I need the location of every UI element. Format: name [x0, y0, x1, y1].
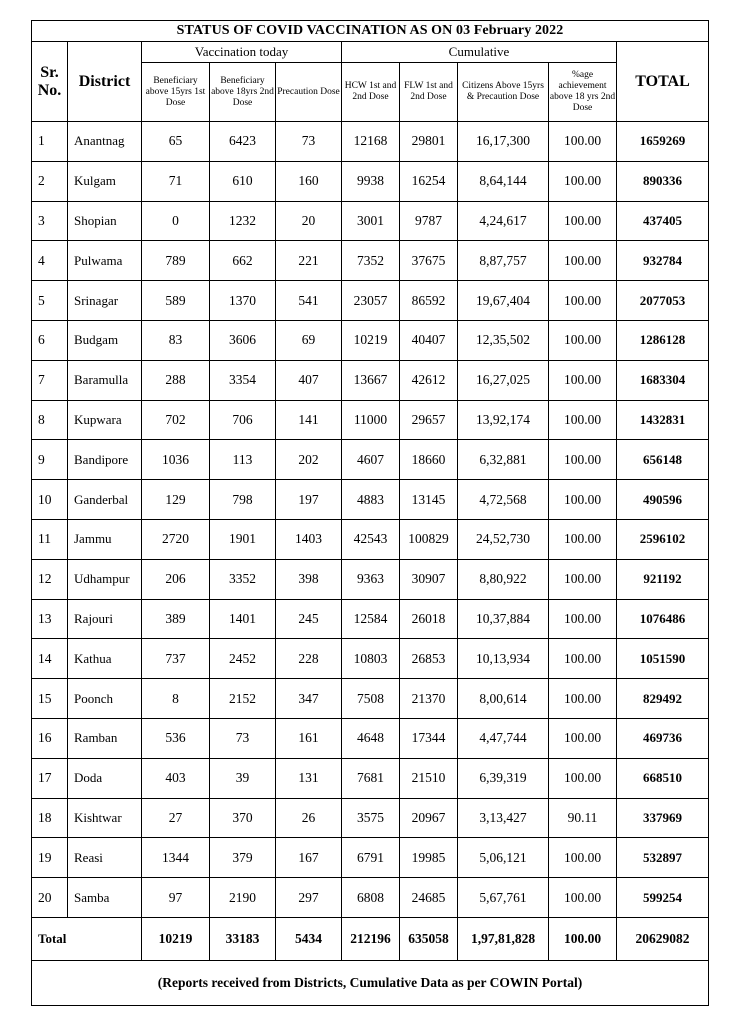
hcw-cell: 11000 [342, 400, 400, 440]
district-cell: Kulgam [68, 161, 142, 201]
sr-cell: 9 [32, 440, 68, 480]
table-row [32, 201, 709, 241]
totals-ben15: 10219 [142, 917, 210, 960]
citizens-cell: 4,24,617 [458, 201, 549, 241]
table-row [32, 559, 709, 599]
ben15-cell: 0 [142, 201, 210, 241]
ben18-cell: 2190 [210, 878, 276, 918]
vaccination-report [31, 20, 708, 1006]
totals-precaution: 5434 [276, 917, 342, 960]
precaution-cell: 167 [276, 838, 342, 878]
ben15-cell: 288 [142, 360, 210, 400]
citizens-cell: 8,87,757 [458, 241, 549, 281]
district-cell: Budgam [68, 320, 142, 360]
hcw-cell: 42543 [342, 519, 400, 559]
flw-cell: 17344 [400, 718, 458, 758]
citizens-cell: 10,37,884 [458, 599, 549, 639]
precaution-cell: 1403 [276, 519, 342, 559]
sr-cell: 4 [32, 241, 68, 281]
sr-cell: 19 [32, 838, 68, 878]
sr-cell: 7 [32, 360, 68, 400]
district-cell: Udhampur [68, 559, 142, 599]
beneficiary-18-header: Beneficiary above 18yrs 2nd Dose [210, 63, 276, 122]
district-cell: Ganderbal [68, 480, 142, 520]
totals-row [32, 917, 709, 960]
flw-cell: 29801 [400, 122, 458, 162]
totals-label: Total [32, 917, 142, 960]
hcw-cell: 4883 [342, 480, 400, 520]
citizens-cell: 8,00,614 [458, 679, 549, 719]
ben18-cell: 370 [210, 798, 276, 838]
total-cell: 469736 [617, 718, 709, 758]
pct-achievement-header: %age achievement above 18 yrs 2nd Dose [549, 63, 617, 122]
flw-cell: 16254 [400, 161, 458, 201]
citizens-cell: 19,67,404 [458, 281, 549, 321]
precaution-cell: 141 [276, 400, 342, 440]
district-cell: Rajouri [68, 599, 142, 639]
flw-cell: 19985 [400, 838, 458, 878]
citizens-cell: 24,52,730 [458, 519, 549, 559]
district-cell: Bandipore [68, 440, 142, 480]
total-cell: 1286128 [617, 320, 709, 360]
pct-cell: 100.00 [549, 122, 617, 162]
district-cell: Jammu [68, 519, 142, 559]
ben18-cell: 39 [210, 758, 276, 798]
sr-cell: 18 [32, 798, 68, 838]
precaution-cell: 245 [276, 599, 342, 639]
sr-cell: 10 [32, 480, 68, 520]
citizens-cell: 13,92,174 [458, 400, 549, 440]
pct-cell: 100.00 [549, 360, 617, 400]
pct-cell: 100.00 [549, 679, 617, 719]
hcw-cell: 7681 [342, 758, 400, 798]
total-cell: 2596102 [617, 519, 709, 559]
hcw-cell: 6791 [342, 838, 400, 878]
citizens-cell: 6,32,881 [458, 440, 549, 480]
totals-ben18: 33183 [210, 917, 276, 960]
district-cell: Kathua [68, 639, 142, 679]
flw-cell: 37675 [400, 241, 458, 281]
sr-cell: 3 [32, 201, 68, 241]
flw-header: FLW 1st and 2nd Dose [400, 63, 458, 122]
pct-cell: 100.00 [549, 201, 617, 241]
district-cell: Samba [68, 878, 142, 918]
totals-pct: 100.00 [549, 917, 617, 960]
ben15-cell: 97 [142, 878, 210, 918]
table-row [32, 878, 709, 918]
ben15-cell: 1344 [142, 838, 210, 878]
ben18-cell: 3354 [210, 360, 276, 400]
hcw-cell: 10803 [342, 639, 400, 679]
precaution-header: Precaution Dose [276, 63, 342, 122]
total-cell: 599254 [617, 878, 709, 918]
flw-cell: 40407 [400, 320, 458, 360]
table-row [32, 639, 709, 679]
hcw-cell: 12168 [342, 122, 400, 162]
precaution-cell: 26 [276, 798, 342, 838]
totals-citizens: 1,97,81,828 [458, 917, 549, 960]
total-header: TOTAL [617, 42, 709, 122]
table-row [32, 320, 709, 360]
pct-cell: 100.00 [549, 559, 617, 599]
precaution-cell: 221 [276, 241, 342, 281]
flw-cell: 30907 [400, 559, 458, 599]
hcw-cell: 13667 [342, 360, 400, 400]
flw-cell: 24685 [400, 878, 458, 918]
pct-cell: 90.11 [549, 798, 617, 838]
district-cell: Baramulla [68, 360, 142, 400]
table-row [32, 440, 709, 480]
precaution-cell: 407 [276, 360, 342, 400]
hcw-cell: 12584 [342, 599, 400, 639]
flw-cell: 9787 [400, 201, 458, 241]
pct-cell: 100.00 [549, 838, 617, 878]
precaution-cell: 197 [276, 480, 342, 520]
total-cell: 1051590 [617, 639, 709, 679]
flw-cell: 26853 [400, 639, 458, 679]
ben15-cell: 8 [142, 679, 210, 719]
total-cell: 437405 [617, 201, 709, 241]
precaution-cell: 347 [276, 679, 342, 719]
ben18-cell: 3352 [210, 559, 276, 599]
hcw-header: HCW 1st and 2nd Dose [342, 63, 400, 122]
precaution-cell: 202 [276, 440, 342, 480]
pct-cell: 100.00 [549, 281, 617, 321]
cumulative-header: Cumulative [342, 42, 617, 63]
report-title: STATUS OF COVID VACCINATION AS ON 03 February 2022 [32, 21, 709, 42]
ben18-cell: 662 [210, 241, 276, 281]
precaution-cell: 541 [276, 281, 342, 321]
sr-cell: 15 [32, 679, 68, 719]
ben18-cell: 73 [210, 718, 276, 758]
pct-cell: 100.00 [549, 400, 617, 440]
ben15-cell: 1036 [142, 440, 210, 480]
pct-cell: 100.00 [549, 241, 617, 281]
precaution-cell: 297 [276, 878, 342, 918]
total-cell: 532897 [617, 838, 709, 878]
pct-cell: 100.00 [549, 878, 617, 918]
totals-total: 20629082 [617, 917, 709, 960]
pct-cell: 100.00 [549, 320, 617, 360]
ben15-cell: 71 [142, 161, 210, 201]
flw-cell: 18660 [400, 440, 458, 480]
precaution-cell: 398 [276, 559, 342, 599]
table-row [32, 798, 709, 838]
citizens-cell: 4,72,568 [458, 480, 549, 520]
table-row [32, 480, 709, 520]
vaccination-table [31, 20, 709, 1006]
table-row [32, 122, 709, 162]
hcw-cell: 4648 [342, 718, 400, 758]
flw-cell: 29657 [400, 400, 458, 440]
district-cell: Srinagar [68, 281, 142, 321]
ben15-cell: 737 [142, 639, 210, 679]
total-cell: 890336 [617, 161, 709, 201]
table-row [32, 519, 709, 559]
ben15-cell: 589 [142, 281, 210, 321]
citizens-cell: 5,06,121 [458, 838, 549, 878]
beneficiary-15-header: Beneficiary above 15yrs 1st Dose [142, 63, 210, 122]
citizens-cell: 16,17,300 [458, 122, 549, 162]
ben18-cell: 1370 [210, 281, 276, 321]
total-cell: 337969 [617, 798, 709, 838]
sr-cell: 17 [32, 758, 68, 798]
hcw-cell: 7508 [342, 679, 400, 719]
ben15-cell: 702 [142, 400, 210, 440]
district-cell: Poonch [68, 679, 142, 719]
pct-cell: 100.00 [549, 639, 617, 679]
total-cell: 656148 [617, 440, 709, 480]
ben18-cell: 1901 [210, 519, 276, 559]
sr-cell: 1 [32, 122, 68, 162]
table-row [32, 281, 709, 321]
precaution-cell: 160 [276, 161, 342, 201]
ben18-cell: 798 [210, 480, 276, 520]
pct-cell: 100.00 [549, 718, 617, 758]
hcw-cell: 23057 [342, 281, 400, 321]
citizens-cell: 16,27,025 [458, 360, 549, 400]
ben18-cell: 3606 [210, 320, 276, 360]
district-cell: Kupwara [68, 400, 142, 440]
citizens-header: Citizens Above 15yrs & Precaution Dose [458, 63, 549, 122]
ben15-cell: 206 [142, 559, 210, 599]
district-header: District [68, 42, 142, 122]
pct-cell: 100.00 [549, 480, 617, 520]
ben18-cell: 379 [210, 838, 276, 878]
footer-note: (Reports received from Districts, Cumulative Data as per COWIN Portal) [32, 960, 709, 1005]
ben15-cell: 27 [142, 798, 210, 838]
ben18-cell: 2152 [210, 679, 276, 719]
hcw-cell: 9363 [342, 559, 400, 599]
flw-cell: 42612 [400, 360, 458, 400]
ben18-cell: 6423 [210, 122, 276, 162]
flw-cell: 21370 [400, 679, 458, 719]
precaution-cell: 131 [276, 758, 342, 798]
hcw-cell: 9938 [342, 161, 400, 201]
citizens-cell: 8,80,922 [458, 559, 549, 599]
flw-cell: 86592 [400, 281, 458, 321]
ben18-cell: 1232 [210, 201, 276, 241]
ben15-cell: 129 [142, 480, 210, 520]
table-row [32, 360, 709, 400]
ben18-cell: 706 [210, 400, 276, 440]
sr-cell: 14 [32, 639, 68, 679]
sr-cell: 12 [32, 559, 68, 599]
precaution-cell: 73 [276, 122, 342, 162]
citizens-cell: 4,47,744 [458, 718, 549, 758]
hcw-cell: 6808 [342, 878, 400, 918]
sr-cell: 16 [32, 718, 68, 758]
precaution-cell: 228 [276, 639, 342, 679]
ben15-cell: 389 [142, 599, 210, 639]
hcw-cell: 3001 [342, 201, 400, 241]
district-cell: Doda [68, 758, 142, 798]
citizens-cell: 12,35,502 [458, 320, 549, 360]
vaccination-today-header: Vaccination today [142, 42, 342, 63]
ben18-cell: 1401 [210, 599, 276, 639]
ben15-cell: 789 [142, 241, 210, 281]
total-cell: 1659269 [617, 122, 709, 162]
ben15-cell: 536 [142, 718, 210, 758]
sr-cell: 11 [32, 519, 68, 559]
district-cell: Shopian [68, 201, 142, 241]
ben15-cell: 83 [142, 320, 210, 360]
table-row [32, 679, 709, 719]
district-cell: Ramban [68, 718, 142, 758]
district-cell: Anantnag [68, 122, 142, 162]
total-cell: 932784 [617, 241, 709, 281]
totals-flw: 635058 [400, 917, 458, 960]
ben18-cell: 113 [210, 440, 276, 480]
total-cell: 668510 [617, 758, 709, 798]
pct-cell: 100.00 [549, 161, 617, 201]
flw-cell: 26018 [400, 599, 458, 639]
flw-cell: 100829 [400, 519, 458, 559]
table-row [32, 758, 709, 798]
citizens-cell: 6,39,319 [458, 758, 549, 798]
table-row [32, 241, 709, 281]
precaution-cell: 20 [276, 201, 342, 241]
pct-cell: 100.00 [549, 599, 617, 639]
hcw-cell: 7352 [342, 241, 400, 281]
sr-cell: 6 [32, 320, 68, 360]
pct-cell: 100.00 [549, 519, 617, 559]
sr-cell: 2 [32, 161, 68, 201]
flw-cell: 21510 [400, 758, 458, 798]
table-row [32, 161, 709, 201]
district-cell: Kishtwar [68, 798, 142, 838]
total-cell: 1432831 [617, 400, 709, 440]
pct-cell: 100.00 [549, 758, 617, 798]
flw-cell: 13145 [400, 480, 458, 520]
citizens-cell: 8,64,144 [458, 161, 549, 201]
total-cell: 829492 [617, 679, 709, 719]
citizens-cell: 3,13,427 [458, 798, 549, 838]
hcw-cell: 3575 [342, 798, 400, 838]
sr-cell: 13 [32, 599, 68, 639]
sr-cell: 20 [32, 878, 68, 918]
precaution-cell: 69 [276, 320, 342, 360]
hcw-cell: 10219 [342, 320, 400, 360]
citizens-cell: 10,13,934 [458, 639, 549, 679]
precaution-cell: 161 [276, 718, 342, 758]
ben15-cell: 2720 [142, 519, 210, 559]
sr-cell: 5 [32, 281, 68, 321]
sr-cell: 8 [32, 400, 68, 440]
hcw-cell: 4607 [342, 440, 400, 480]
pct-cell: 100.00 [549, 440, 617, 480]
sr-no-header: Sr. No. [32, 42, 68, 122]
ben18-cell: 2452 [210, 639, 276, 679]
flw-cell: 20967 [400, 798, 458, 838]
table-row [32, 838, 709, 878]
citizens-cell: 5,67,761 [458, 878, 549, 918]
total-cell: 1076486 [617, 599, 709, 639]
total-cell: 2077053 [617, 281, 709, 321]
ben15-cell: 403 [142, 758, 210, 798]
totals-hcw: 212196 [342, 917, 400, 960]
ben15-cell: 65 [142, 122, 210, 162]
ben18-cell: 610 [210, 161, 276, 201]
total-cell: 921192 [617, 559, 709, 599]
district-cell: Reasi [68, 838, 142, 878]
district-cell: Pulwama [68, 241, 142, 281]
table-row [32, 400, 709, 440]
total-cell: 490596 [617, 480, 709, 520]
table-row [32, 718, 709, 758]
total-cell: 1683304 [617, 360, 709, 400]
table-row [32, 599, 709, 639]
